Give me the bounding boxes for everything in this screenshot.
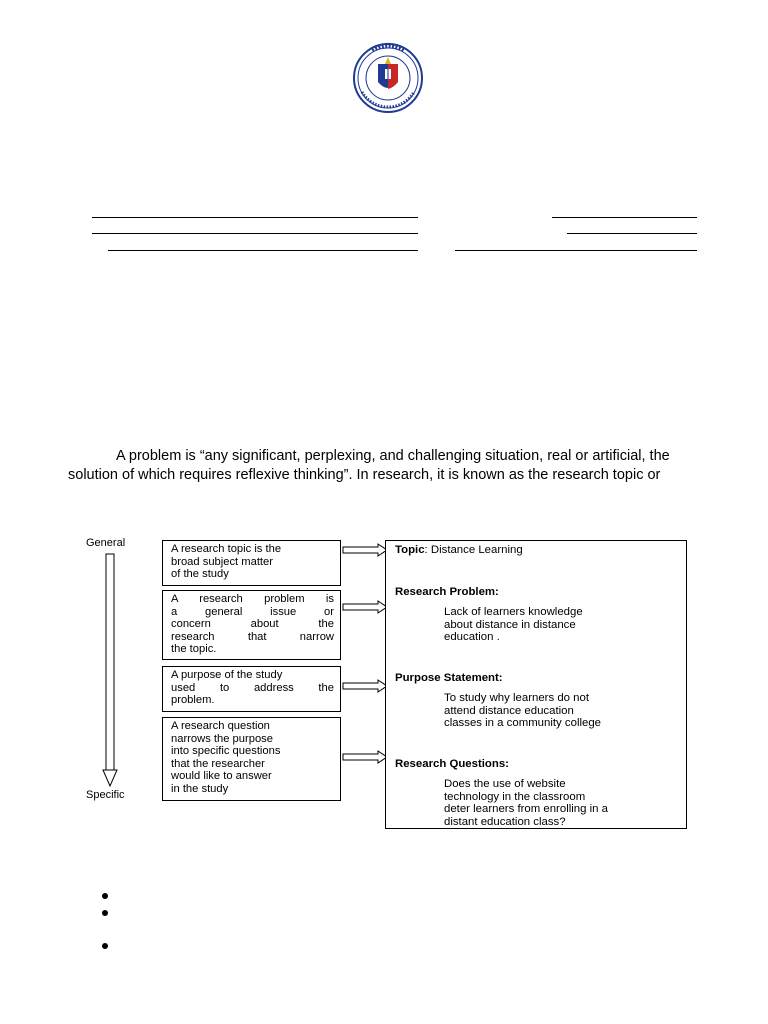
box-line: the topic. — [171, 643, 217, 656]
arrow-right-icon — [342, 679, 388, 693]
deped-seal-logo — [352, 42, 424, 114]
text-line: education . — [444, 631, 500, 643]
purpose-statement-text — [444, 692, 601, 730]
text-line: technology in the classroom — [444, 790, 586, 803]
left-box-question — [162, 717, 341, 801]
box-line: that the researcher — [171, 757, 265, 770]
arrow-right-icon — [342, 600, 388, 614]
field-line — [108, 250, 418, 251]
left-box-purpose — [162, 666, 341, 712]
general-label: General — [86, 537, 126, 549]
box-line: broad subject matter — [171, 555, 273, 568]
box-line: a general issue or — [171, 605, 334, 618]
box-line: A research problem is — [171, 593, 334, 605]
topic-label: Topic — [395, 544, 425, 556]
box-line: A purpose of the study — [171, 669, 283, 681]
box-line: into specific questions — [171, 745, 281, 758]
box-line: in the study — [171, 782, 229, 795]
box-line: research that narrow — [171, 630, 334, 643]
general-to-specific-arrow — [100, 552, 120, 790]
box-line: A research topic is the — [171, 543, 282, 555]
box-line: concern about the — [171, 618, 334, 631]
box-line: narrows the purpose — [171, 732, 273, 745]
research-problem-heading: Research Problem: — [395, 586, 499, 598]
purpose-statement-heading: Purpose Statement: — [395, 672, 503, 684]
field-line — [92, 217, 418, 218]
intro-paragraph — [68, 447, 708, 485]
box-line: would like to answer — [171, 770, 272, 783]
field-line — [552, 217, 697, 218]
bullet-icon — [102, 893, 108, 899]
field-line — [92, 233, 418, 234]
field-line — [567, 233, 697, 234]
research-questions-heading: Research Questions: — [395, 758, 509, 770]
topic-value: : Distance Learning — [424, 544, 523, 556]
text-line: Lack of learners knowledge — [444, 606, 583, 618]
box-line: problem. — [171, 694, 215, 707]
text-line: distant education class? — [444, 815, 566, 828]
bullet-icon — [102, 943, 108, 949]
topic-heading — [395, 544, 523, 556]
arrow-right-icon — [342, 750, 388, 764]
research-questions-text — [444, 778, 608, 828]
specific-label: Specific — [86, 789, 125, 801]
left-box-topic — [162, 540, 341, 586]
paragraph-line: A problem is “any significant, perplexing, and challenging situation, real or artificial, the — [116, 448, 670, 464]
research-problem-text — [444, 606, 583, 644]
text-line: Does the use of website — [444, 778, 566, 790]
box-line: of the study — [171, 568, 229, 581]
left-box-problem — [162, 590, 341, 660]
text-line: attend distance education — [444, 704, 574, 717]
text-line: deter learners from enrolling in a — [444, 803, 608, 815]
field-line — [455, 250, 697, 251]
box-line: A research question — [171, 720, 270, 732]
bullet-icon — [102, 910, 108, 916]
text-line: To study why learners do not — [444, 692, 589, 704]
paragraph-line: solution of which requires reflexive thinking”. In research, it is known as the research topic or — [68, 467, 661, 483]
box-line: used to address the — [171, 681, 334, 694]
text-line: classes in a community college — [444, 717, 602, 729]
arrow-right-icon — [342, 543, 388, 557]
text-line: about distance in distance — [444, 618, 576, 631]
example-box — [385, 540, 687, 829]
